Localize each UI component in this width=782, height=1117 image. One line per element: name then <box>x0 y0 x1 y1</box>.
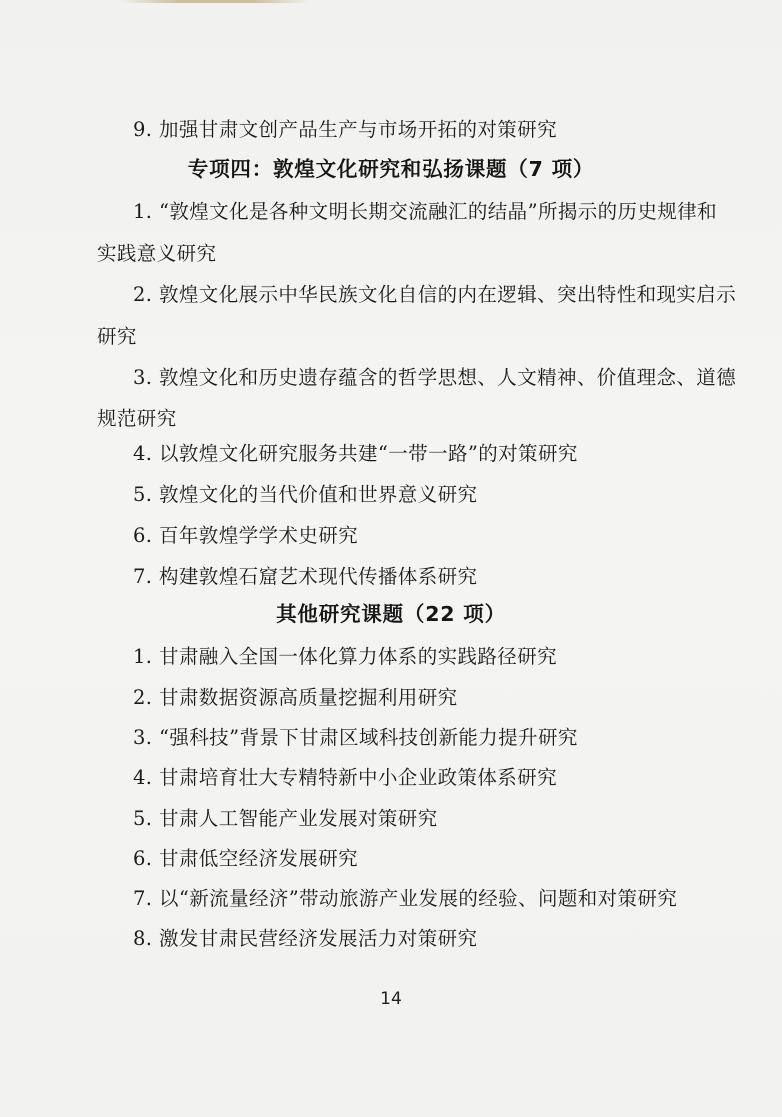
page-number: 14 <box>380 989 402 1009</box>
list-item-continuation: 实践意义研究 <box>97 242 217 265</box>
list-item: 1. “敦煌文化是各种文明长期交流融汇的结晶”所揭示的历史规律和 <box>133 200 718 223</box>
list-item: 8. 激发甘肃民营经济发展活力对策研究 <box>133 927 478 950</box>
scan-edge-mark <box>120 0 310 3</box>
list-item-continuation: 规范研究 <box>97 407 177 430</box>
list-item: 2. 甘肃数据资源高质量挖掘利用研究 <box>133 686 458 709</box>
list-item: 6. 甘肃低空经济发展研究 <box>133 847 359 870</box>
list-item: 9. 加强甘肃文创产品生产与市场开拓的对策研究 <box>133 118 558 141</box>
list-item: 2. 敦煌文化展示中华民族文化自信的内在逻辑、突出特性和现实启示 <box>133 283 737 306</box>
list-item: 3. “强科技”背景下甘肃区域科技创新能力提升研究 <box>133 726 578 749</box>
list-item: 7. 构建敦煌石窟艺术现代传播体系研究 <box>133 565 478 588</box>
section-heading-other: 其他研究课题（22 项） <box>276 602 506 626</box>
section-heading-special-4: 专项四：敦煌文化研究和弘扬课题（7 项） <box>187 157 595 181</box>
list-item: 4. 以敦煌文化研究服务共建“一带一路”的对策研究 <box>133 442 578 465</box>
list-item: 3. 敦煌文化和历史遗存蕴含的哲学思想、人文精神、价值理念、道德 <box>133 366 737 389</box>
list-item-continuation: 研究 <box>97 325 137 348</box>
list-item: 7. 以“新流量经济”带动旅游产业发展的经验、问题和对策研究 <box>133 887 678 910</box>
list-item: 5. 敦煌文化的当代价值和世界意义研究 <box>133 483 478 506</box>
list-item: 4. 甘肃培育壮大专精特新中小企业政策体系研究 <box>133 766 558 789</box>
list-item: 1. 甘肃融入全国一体化算力体系的实践路径研究 <box>133 645 558 668</box>
list-item: 6. 百年敦煌学学术史研究 <box>133 524 359 547</box>
list-item: 5. 甘肃人工智能产业发展对策研究 <box>133 807 438 830</box>
